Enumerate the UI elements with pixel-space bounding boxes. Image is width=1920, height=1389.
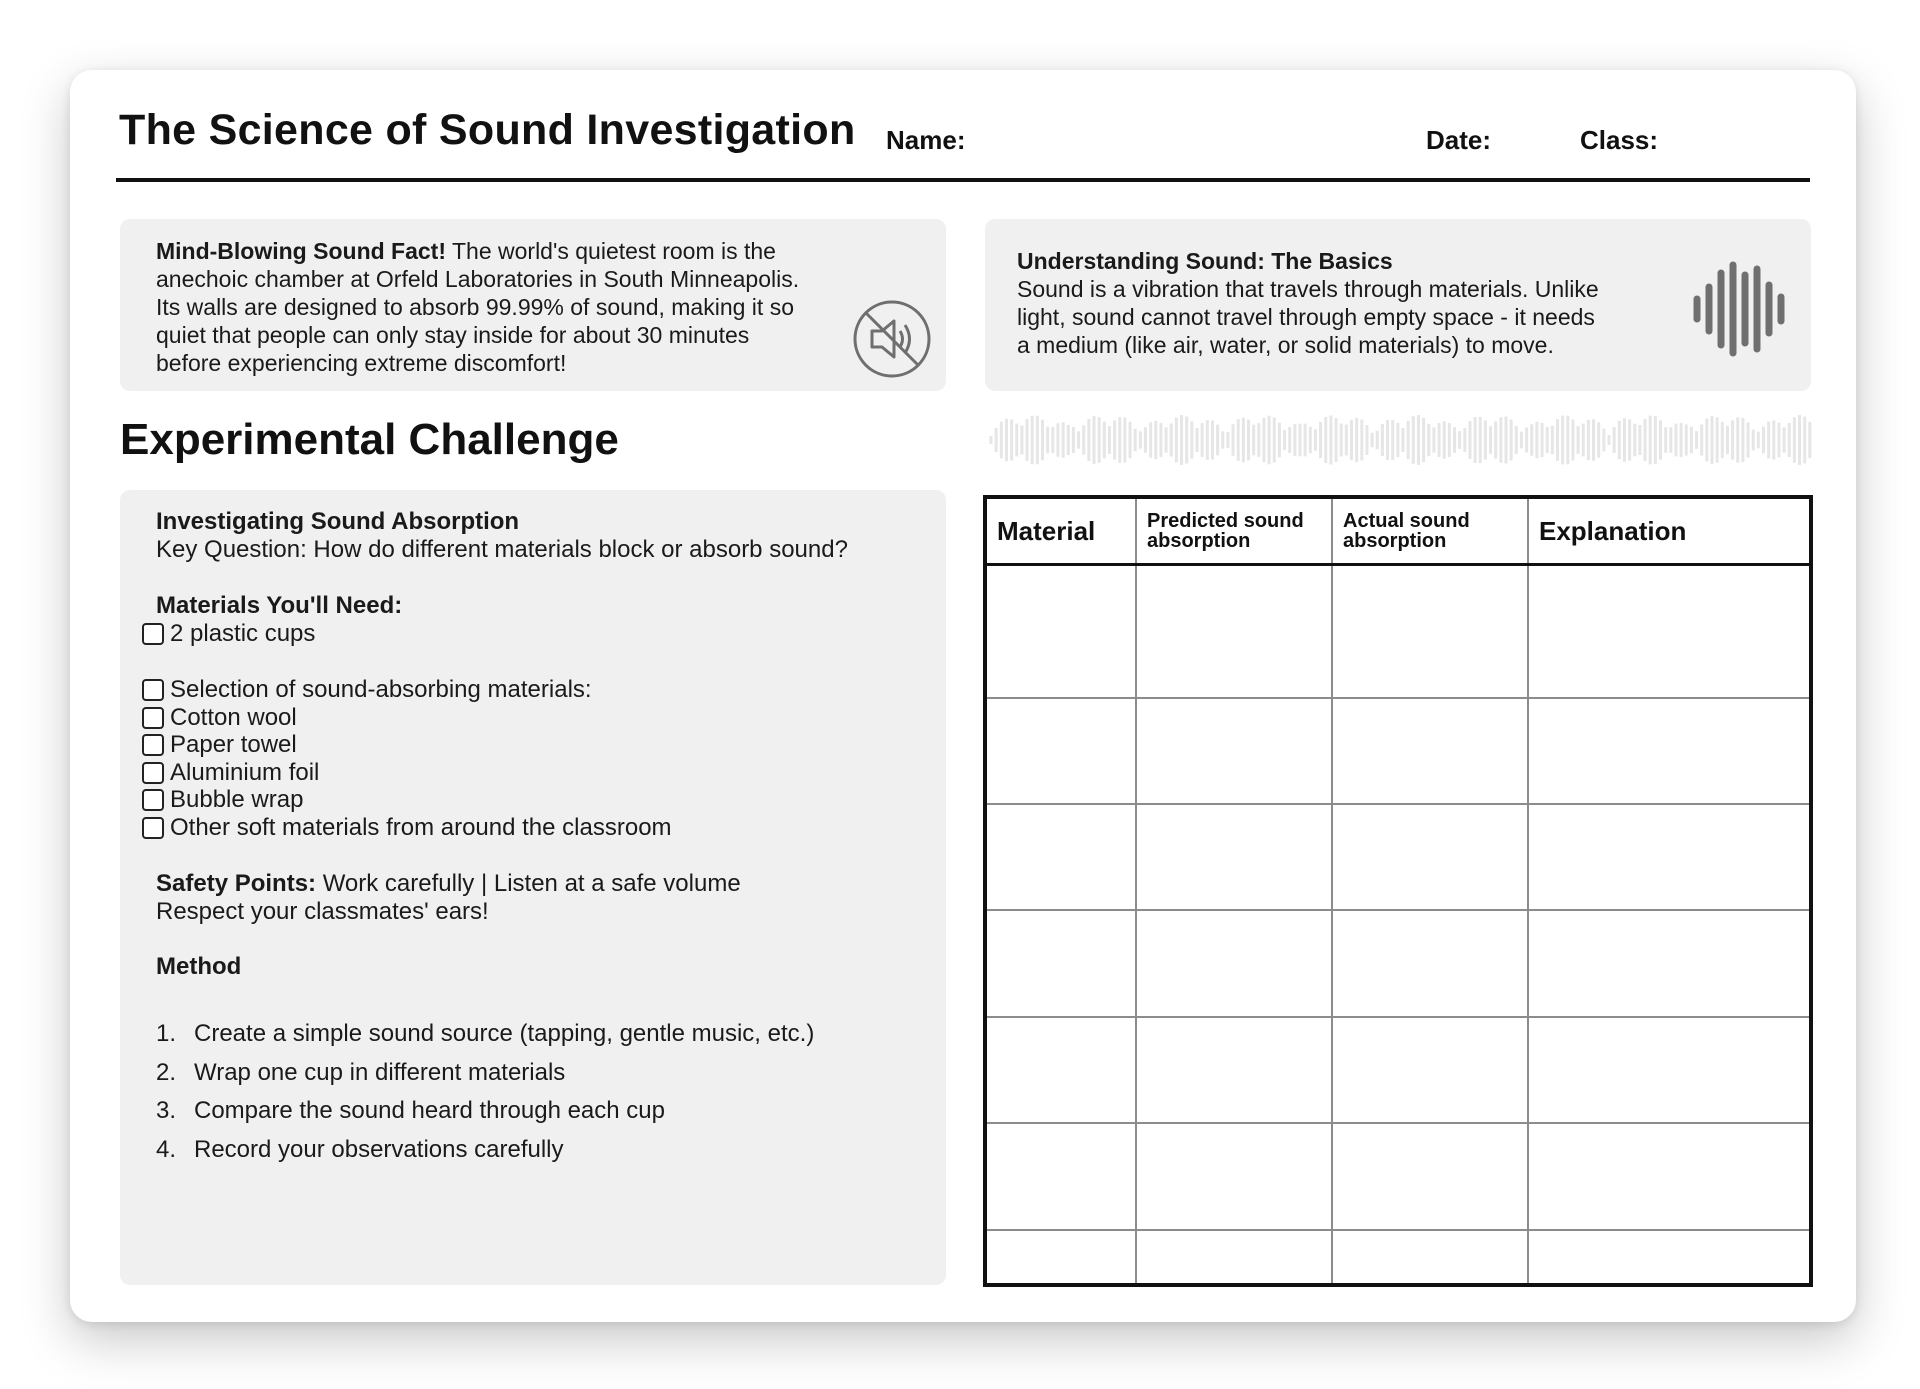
table-cell[interactable] — [987, 1017, 1136, 1123]
sound-basics-panel — [985, 219, 1811, 391]
checkbox[interactable] — [142, 762, 164, 784]
col-header-predicted: Predicted sound absorption — [1136, 499, 1332, 565]
table-cell[interactable] — [1332, 804, 1528, 910]
results-table — [983, 495, 1813, 1287]
method-step: 1. Create a simple sound source (tapping, gentle music, etc.) — [156, 1020, 815, 1047]
waveform-decoration — [985, 405, 1815, 475]
table-cell[interactable] — [1528, 698, 1809, 804]
table-cell[interactable] — [1136, 565, 1332, 698]
table-cell[interactable] — [1528, 1017, 1809, 1123]
table-row — [987, 1123, 1809, 1229]
checkbox[interactable] — [142, 623, 164, 645]
material-item[interactable]: Paper towel — [142, 731, 297, 759]
col-header-actual: Actual sound absorption — [1332, 499, 1528, 565]
table-cell[interactable] — [987, 910, 1136, 1016]
method-heading: Method — [156, 953, 242, 980]
table-cell[interactable] — [1136, 1017, 1332, 1123]
page-title: The Science of Sound Investigation — [119, 106, 856, 154]
table-row — [987, 1230, 1809, 1283]
table-cell[interactable] — [1528, 910, 1809, 1016]
table-cell[interactable] — [987, 1123, 1136, 1229]
safety-line-2: Respect your classmates' ears! — [156, 898, 489, 925]
col-header-material: Material — [987, 499, 1136, 565]
sound-basics-heading: Understanding Sound: The Basics — [1017, 248, 1393, 274]
material-item[interactable]: Aluminium foil — [142, 759, 319, 787]
table-cell[interactable] — [987, 698, 1136, 804]
table-cell[interactable] — [1332, 698, 1528, 804]
table-cell[interactable] — [1332, 910, 1528, 1016]
materials-heading: Materials You'll Need: — [156, 592, 403, 619]
table-cell[interactable] — [1332, 1230, 1528, 1283]
experiment-panel — [120, 490, 946, 1285]
material-item[interactable]: Bubble wrap — [142, 786, 303, 814]
experiment-heading: Investigating Sound Absorption — [156, 508, 520, 535]
table-cell[interactable] — [1136, 804, 1332, 910]
sound-fact-panel — [120, 219, 946, 391]
class-label: Class: — [1580, 125, 1659, 155]
table-cell[interactable] — [1528, 804, 1809, 910]
table-cell[interactable] — [1136, 698, 1332, 804]
date-label: Date: — [1426, 125, 1492, 155]
safety-points: Safety Points: Work carefully | Listen at a safe volume — [156, 870, 741, 897]
checkbox[interactable] — [142, 679, 164, 701]
material-item[interactable]: 2 plastic cups — [142, 620, 315, 648]
table-cell[interactable] — [987, 1230, 1136, 1283]
table-row — [987, 910, 1809, 1016]
checkbox[interactable] — [142, 734, 164, 756]
table-cell[interactable] — [1332, 1017, 1528, 1123]
table-row — [987, 1017, 1809, 1123]
method-step: 4. Record your observations carefully — [156, 1136, 564, 1163]
table-cell[interactable] — [987, 565, 1136, 698]
speaker-muted-icon — [852, 299, 932, 379]
material-item[interactable]: Selection of sound-absorbing materials: — [142, 676, 592, 704]
table-header-row — [987, 499, 1809, 565]
checkbox[interactable] — [142, 789, 164, 811]
method-step: 2. Wrap one cup in different materials — [156, 1059, 566, 1086]
name-label: Name: — [886, 125, 966, 155]
table-cell[interactable] — [1332, 565, 1528, 698]
method-step: 3. Compare the sound heard through each cup — [156, 1097, 665, 1124]
section-title: Experimental Challenge — [120, 415, 619, 464]
table-cell[interactable] — [1528, 1123, 1809, 1229]
material-item[interactable]: Cotton wool — [142, 704, 297, 732]
table-row — [987, 698, 1809, 804]
checkbox[interactable] — [142, 817, 164, 839]
table-cell[interactable] — [1528, 1230, 1809, 1283]
table-cell[interactable] — [1528, 565, 1809, 698]
table-cell[interactable] — [1332, 1123, 1528, 1229]
table-row — [987, 804, 1809, 910]
table-cell[interactable] — [1136, 1123, 1332, 1229]
sound-fact-heading: Mind-Blowing Sound Fact! — [156, 238, 447, 264]
key-question: Key Question: How do different materials block or absorb sound? — [156, 536, 848, 563]
table-cell[interactable] — [987, 804, 1136, 910]
table-row — [987, 565, 1809, 698]
sound-fact-text: Mind-Blowing Sound Fact! The world's quietest room is the anechoic chamber at Orfeld Laboratories in South Minneapolis. Its walls are designed to absorb 99.99% of sound, making it so quiet that people can only stay inside for about 30 minutes before experiencing extreme discomfort! — [156, 238, 800, 376]
table-cell[interactable] — [1136, 1230, 1332, 1283]
material-item[interactable]: Other soft materials from around the classroom — [142, 814, 672, 842]
sound-basics-text: Understanding Sound: The Basics Sound is a vibration that travels through materials. Unlike light, sound cannot travel through empty space - it needs a medium (like air, water, or solid materials) to move. — [1017, 247, 1697, 359]
sound-wave-icon — [1691, 261, 1791, 357]
col-header-explanation: Explanation — [1528, 499, 1809, 565]
checkbox[interactable] — [142, 707, 164, 729]
table-cell[interactable] — [1136, 910, 1332, 1016]
